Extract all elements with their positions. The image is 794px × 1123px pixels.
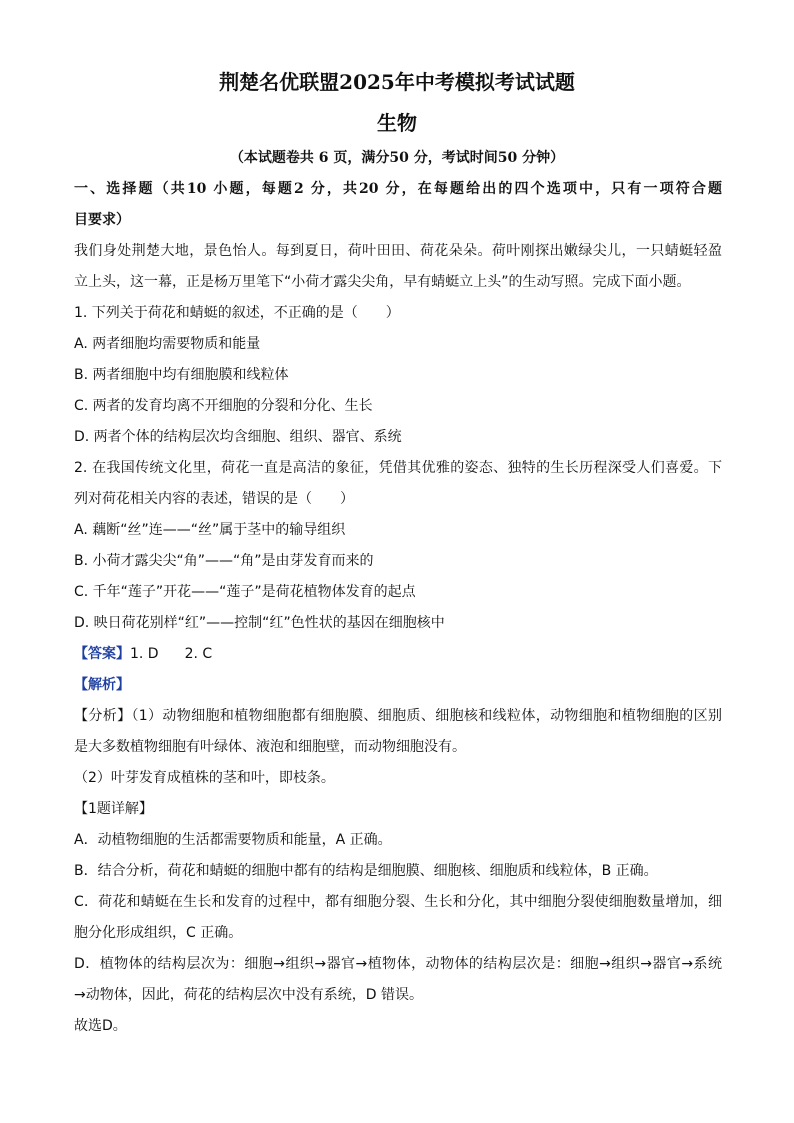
analysis-line	[74, 670, 722, 701]
question-2-option-a: A. 藕断“丝”连——“丝”属于茎中的输导组织	[74, 522, 346, 538]
detail-line: 故选D。	[74, 1018, 127, 1034]
fenxi-label: 【分析】	[74, 708, 132, 724]
section-heading-cont: 目要求）	[74, 212, 130, 228]
detail-line: C．荷花和蜻蜓在生长和发育的过程中，都有细胞分裂、生长和分化，其中细胞分裂使细胞数量增加，细	[74, 894, 722, 910]
question-2-option-d: D. 映日荷花别样“红”——控制“红”色性状的基因在细胞核中	[74, 615, 445, 631]
question-2-option-b: B. 小荷才露尖尖“角”——“角”是由芽发育而来的	[74, 553, 374, 569]
fenxi-line	[74, 701, 722, 732]
question-2-option-c: C. 千年“莲子”开花——“莲子”是荷花植物体发育的起点	[74, 584, 416, 600]
question-1-stem: 1. 下列关于荷花和蜻蜓的叙述，不正确的是（ ）	[74, 305, 400, 321]
passage-line: 立上头，这一幕，正是杨万里笔下“小荷才露尖尖角，早有蜻蜓立上头”的生动写照。完成下面小题。	[74, 274, 691, 290]
question-2-stem-cont: 列对荷花相关内容的表述，错误的是（ ）	[74, 491, 354, 507]
answer-label: 【答案】	[74, 646, 130, 662]
detail-line: D．植物体的结构层次为：细胞→组织→器官→植物体，动物体的结构层次是：细胞→组织→器官→系统	[74, 956, 722, 972]
exam-body	[74, 174, 722, 1042]
answer-line	[74, 639, 722, 670]
exam-note: （本试题卷共 6 页，满分50 分，考试时间50 分钟）	[229, 150, 565, 166]
analysis-label: 【解析】	[74, 677, 130, 693]
exam-subject: 生物	[377, 111, 417, 135]
question-1-option-c: C. 两者的发育均离不开细胞的分裂和分化、生长	[74, 398, 373, 414]
fenxi-text: （1）动物细胞和植物细胞都有细胞膜、细胞质、细胞核和线粒体，动物细胞和植物细胞的区别	[131, 708, 722, 724]
question-1-option-a: A. 两者细胞均需要物质和能量	[74, 336, 261, 352]
answer-2: 2. C	[184, 646, 213, 662]
detail-line: →动物体，因此，荷花的结构层次中没有系统，D 错误。	[74, 987, 423, 1003]
detail-line: A．动植物细胞的生活都需要物质和能量，A 正确。	[74, 832, 392, 848]
exam-title: 荆楚名优联盟2025年中考模拟考试试题	[219, 70, 575, 94]
detail-label: 【1题详解】	[74, 801, 153, 817]
passage-line: 我们身处荆楚大地，景色怡人。每到夏日，荷叶田田、荷花朵朵。荷叶刚探出嫩绿尖儿，一只蜻蜓轻盈	[74, 243, 722, 259]
fenxi-line: （2）叶芽发育成植株的茎和叶，即枝条。	[74, 770, 335, 786]
question-1-option-b: B. 两者细胞中均有细胞膜和线粒体	[74, 367, 289, 383]
detail-line: 胞分化形成组织，C 正确。	[74, 925, 243, 941]
fenxi-line: 是大多数植物细胞有叶绿体、液泡和细胞壁，而动物细胞没有。	[74, 739, 466, 755]
question-1-option-d: D. 两者个体的结构层次均含细胞、组织、器官、系统	[74, 429, 402, 445]
detail-line: B．结合分析，荷花和蜻蜓的细胞中都有的结构是细胞膜、细胞核、细胞质和线粒体，B 正确。	[74, 863, 658, 879]
answer-1: 1. D	[130, 646, 159, 662]
question-2-stem: 2. 在我国传统文化里，荷花一直是高洁的象征，凭借其优雅的姿态、独特的生长历程深受人们喜爱。下	[74, 460, 722, 476]
section-heading: 一、选择题（共10 小题，每题2 分，共20 分，在每题给出的四个选项中，只有一项符合题	[74, 181, 722, 197]
